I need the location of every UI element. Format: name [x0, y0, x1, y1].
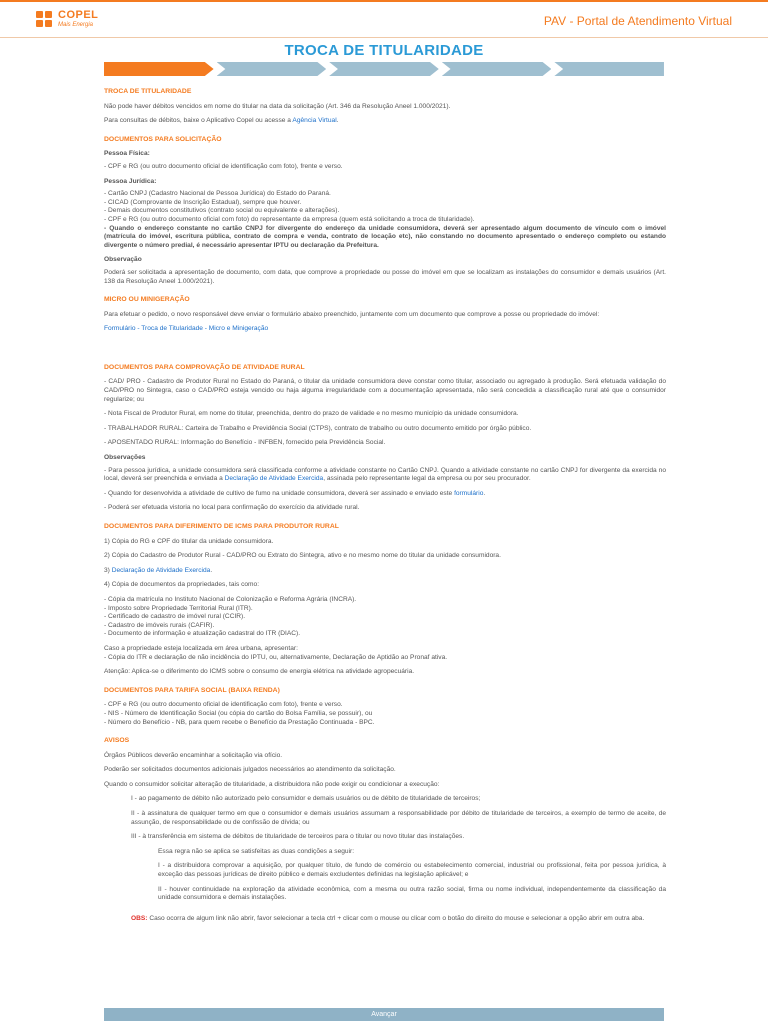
- copel-logo-icon: [36, 11, 54, 29]
- obs-note: OBS: Caso ocorra de algum link não abrir, favor selecionar a tecla ctrl + clicar com o mouse ou clicar com o botão do direito do mouse e selecionar a opção abrir em outra aba.: [131, 914, 645, 922]
- paragraph: 2) Cópia do Cadastro de Produtor Rural - CAD/PRO ou Extrato do Sintegra, ativo e no mesmo nome do titular da unidade consumidora.: [104, 552, 501, 560]
- section-heading: DOCUMENTOS PARA COMPROVAÇÃO DE ATIVIDADE RURAL: [104, 363, 305, 371]
- paragraph: 1) Cópia do RG e CPF do titular da unidade consumidora.: [104, 537, 274, 545]
- list-item: I - ao pagamento de débito não autorizado pelo consumidor e demais usuários ou de débito de titularidade de terceiros;: [131, 795, 481, 803]
- subheading: Observação: [104, 256, 142, 264]
- list-item: - Número do Benefício - NB, para quem recebe o Benefício da Prestação Continuada - BPC.: [104, 718, 375, 726]
- list-item: - CPF e RG (ou outro documento oficial de identificação com foto), frente e verso.: [104, 162, 343, 170]
- step-4: [442, 62, 552, 76]
- list-item: - Certificado de cadastro de imóvel rural (CCIR).: [104, 613, 246, 621]
- list-item: - Cadastro de imóveis rurais (CAFIR).: [104, 621, 215, 629]
- logo-name: COPEL: [58, 9, 99, 21]
- list-item: - NIS - Número de Identificação Social (ou cópia do cartão do Bolsa Família, se possuir), ou: [104, 709, 373, 717]
- section-heading: DOCUMENTOS PARA DIFERIMENTO DE ICMS PARA PRODUTOR RURAL: [104, 523, 339, 530]
- copel-logo[interactable]: [36, 10, 98, 30]
- section-heading: AVISOS: [104, 737, 130, 745]
- step-3: [329, 62, 439, 76]
- paragraph: - Poderá ser efetuada vistoria no local para confirmação do exercício da atividade rural.: [104, 504, 360, 512]
- paragraph: Para consultas de débitos, baixe o Aplicativo Copel ou acesse a Agência Virtual.: [104, 117, 339, 125]
- step-5: [554, 62, 664, 76]
- paragraph: Quando o consumidor solicitar alteração de titularidade, a distribuidora não pode exigir ou condicionar a execução:: [104, 780, 440, 788]
- list-item: Caso a propriedade esteja localizada em área urbana, apresentar:: [104, 644, 298, 652]
- logo-slogan: Mais Energia: [58, 22, 94, 28]
- declaracao-atividade-link[interactable]: Declaração de Atividade Exercida: [224, 475, 324, 483]
- list-item: - Cópia do ITR e declaração de não incidência do IPTU, ou, alternativamente, Declaração de Aptidão ao Pronaf ativa.: [104, 653, 448, 661]
- subheading: Pessoa Jurídica:: [104, 177, 157, 185]
- paragraph: Poderão ser solicitados documentos adicionais julgados necessários ao atendimento da solicitação.: [104, 766, 396, 774]
- section-heading: TROCA DE TITULARIDADE: [104, 88, 192, 95]
- paragraph: Órgãos Públicos deverão encaminhar a solicitação via ofício.: [104, 751, 283, 759]
- subheading: Pessoa Física:: [104, 150, 150, 158]
- paragraph: 3) Declaração de Atividade Exercida.: [104, 566, 213, 574]
- list-item: - Cartão CNPJ (Cadastro Nacional de Pessoa Jurídica) do Estado do Paraná.: [104, 190, 331, 198]
- section-heading: DOCUMENTOS PARA SOLICITAÇÃO: [104, 135, 222, 143]
- step-1: [104, 62, 214, 76]
- paragraph: - Quando for desenvolvida a atividade de cultivo de fumo na unidade consumidora, deverá ser assinado e enviado este formulário.: [104, 489, 486, 497]
- paragraph: - Para pessoa jurídica, a unidade consumidora será classificada conforme a atividade constante no Cartão CNPJ. Quando a atividade constante no cartão CNPJ for divergente da exercida no local, deverá ser preenchida e enviada a Declaração de Atividade Exercida, assinada pelo representante legal da empresa ou por seu procurador.: [104, 466, 666, 483]
- progress-steps: [104, 62, 664, 76]
- list-item: - Cópia da matrícula no Instituto Nacional de Colonização e Reforma Agrária (INCRA).: [104, 595, 357, 603]
- list-item: - Quando o endereço constante no cartão CNPJ for divergente do endereço da unidade consumidora, deverá ser apresentado algum documento de vínculo com o imóvel (matrícula do imóvel, escritura pública, contrato de compra e venda, contrato de locação etc), não constando no documento apresentado o endereço completo ou estando divergente o número predial, é necessário apresentar IPTU ou declaração da Prefeitura.: [104, 224, 666, 249]
- paragraph: Atenção: Aplica-se o diferimento do ICMS sobre o consumo de energia elétrica na atividade agropecuária.: [104, 668, 415, 676]
- paragraph: 4) Cópia de documentos da propriedades, tais como:: [104, 581, 260, 589]
- list-item: - CICAD (Comprovante de Inscrição Estadual), sempre que houver.: [104, 198, 302, 206]
- fumo-form-link[interactable]: formulário: [454, 489, 484, 497]
- portal-title: PAV - Portal de Atendimento Virtual: [543, 14, 732, 28]
- list-item: II - à assinatura de qualquer termo em que o consumidor e demais usuários assumam a responsabilidade por débito de titularidade de terceiros, a exemplo de termo de aceite, de assunção, de responsabilidade ou de confissão de dívida; ou: [131, 810, 666, 826]
- step-2: [217, 62, 327, 76]
- section-heading: DOCUMENTOS PARA TARIFA SOCIAL (BAIXA RENDA): [104, 686, 280, 694]
- main-content: [104, 88, 666, 929]
- list-item: II - houver continuidade na exploração da atividade econômica, com a mesma ou outra razão social, firma ou nome individual, independentemente da classificação da unidade consumidora e demais instalações.: [158, 885, 666, 902]
- top-bar: [0, 0, 768, 38]
- paragraph: - APOSENTADO RURAL: Informação do Benefício - INFBEN, fornecido pela Previdência Social.: [104, 439, 386, 447]
- micro-minigeracao-form-link[interactable]: Formulário - Troca de Titularidade - Micro e Minigeração: [104, 325, 269, 333]
- section-heading: MICRO OU MINIGERAÇÃO: [104, 296, 190, 304]
- paragraph: - CAD/ PRO - Cadastro de Produtor Rural no Estado do Paraná, o titular da unidade consumidora deve constar como titular, associado ou agregado à produção. Será efetuada validação do CAD/PRO no Sintegra, caso o CAD/PRO esteja vencido ou haja alguma irregularidade com a documentação apresentada, não será concedida a classificação rural até que o consumidor regularize; ou: [104, 378, 666, 403]
- paragraph: Poderá ser solicitada a apresentação de documento, com data, que comprove a propriedade ou posse do imóvel em que se localizam as instalações do consumidor e demais usuários (Art. 138 da Resolução Aneel 1.000/2021).: [104, 268, 666, 285]
- list-item: - Documento de informação e atualização cadastral do ITR (DIAC).: [104, 630, 301, 638]
- list-item: - CPF e RG (ou outro documento oficial de identificação com foto), frente e verso.: [104, 701, 343, 709]
- list-item: - CPF e RG (ou outro documento oficial com foto) do representante da empresa (quem está solicitando a troca de titularidade).: [104, 215, 475, 223]
- paragraph: - TRABALHADOR RURAL: Carteira de Trabalho e Previdência Social (CTPS), contrato de trabalho ou outro documento emitido por órgão público.: [104, 424, 532, 432]
- subheading: Observações: [104, 454, 146, 462]
- paragraph: Para efetuar o pedido, o novo responsável deve enviar o formulário abaixo preenchido, juntamente com um documento que comprove a posse ou propriedade do imóvel:: [104, 310, 600, 318]
- obs-label: OBS:: [131, 914, 148, 922]
- list-item: - Demais documentos constitutivos (contrato social ou equivalente e alterações).: [104, 207, 340, 215]
- page-title: TROCA DE TITULARIDADE: [284, 42, 484, 59]
- agencia-virtual-link[interactable]: Agência Virtual: [292, 117, 337, 125]
- list-item: III - à transferência em sistema de débitos de titularidade de terceiros para o titular ou novo titular das instalações.: [131, 833, 465, 841]
- paragraph: Não pode haver débitos vencidos em nome do titular na data da solicitação (Art. 346 da Resolução Aneel 1.000/2021).: [104, 102, 451, 110]
- paragraph: - Nota Fiscal de Produtor Rural, em nome do titular, preenchida, dentro do prazo de validade e no mesmo município da unidade consumidora.: [104, 410, 519, 418]
- declaracao-atividade-link-2[interactable]: Declaração de Atividade Exercida: [111, 566, 211, 574]
- list-item: I - a distribuidora comprovar a aquisição, por qualquer título, de fundo de comércio ou estabelecimento comercial, industrial ou profissional, feita por pessoa jurídica, à exceção das pessoas jurídicas de direito público e demais excludentes definidas na legislação aplicável; e: [158, 862, 666, 879]
- list-item: - Imposto sobre Propriedade Territorial Rural (ITR).: [104, 604, 253, 612]
- paragraph: [104, 325, 666, 334]
- paragraph: Essa regra não se aplica se satisfeitas as duas condições a seguir:: [158, 847, 355, 855]
- avancar-button[interactable]: Avançar: [104, 1008, 664, 1021]
